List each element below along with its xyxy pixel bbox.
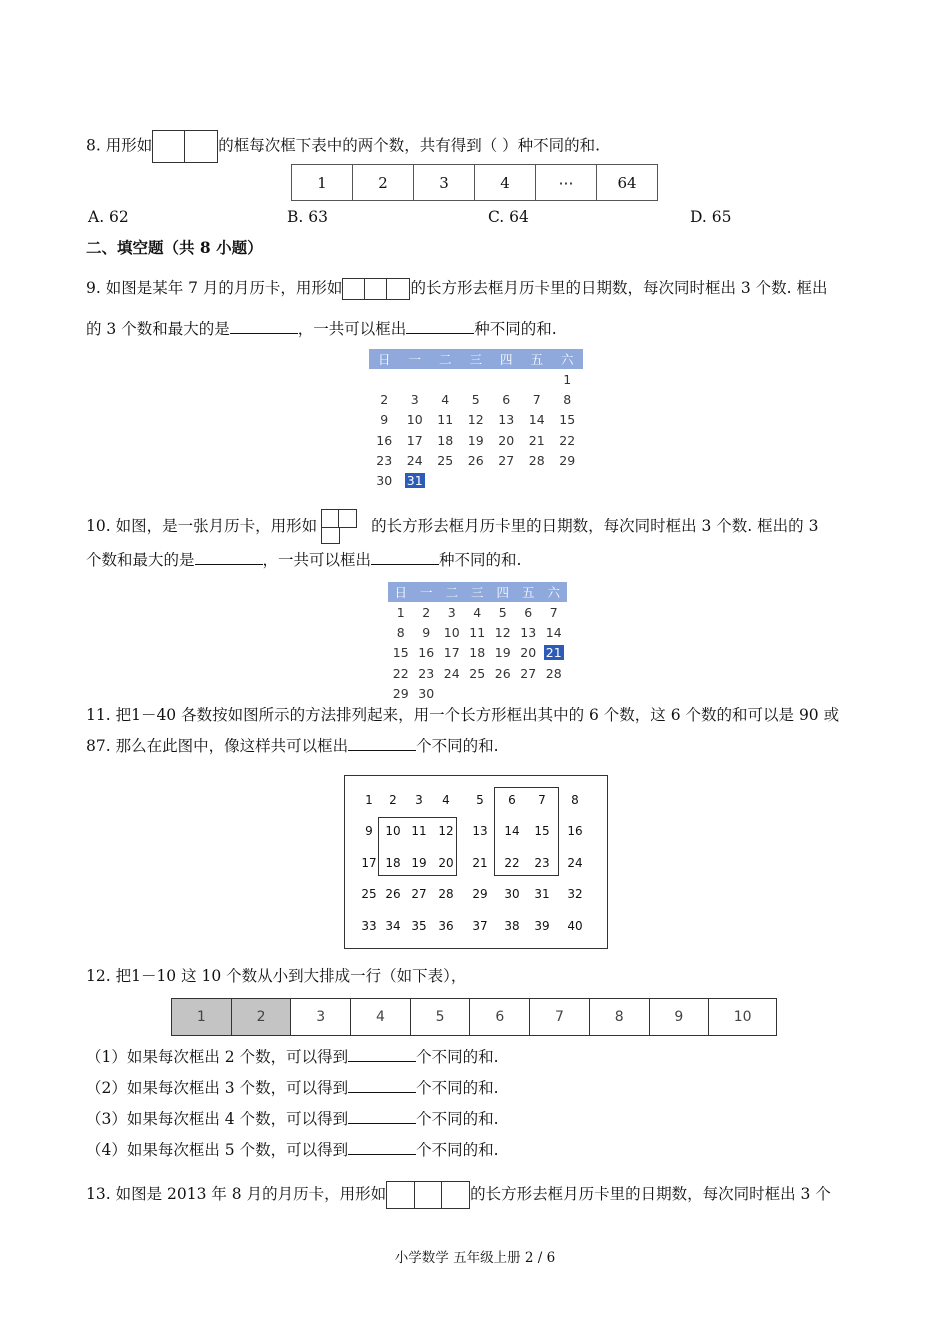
calendar-day: [491, 470, 522, 490]
calendar-header: [369, 349, 583, 369]
q10-text: 个数和最大的是: [86, 551, 195, 569]
q8-suffix: 的框每次框下表中的两个数，共有得到（ ）种不同的和.: [218, 136, 601, 155]
q13-stem: [86, 1181, 831, 1209]
weekday-label: 四: [496, 585, 509, 600]
weekday-label: 一: [419, 585, 433, 600]
calendar-day: [461, 369, 492, 389]
calendar-day: 29: [559, 452, 576, 468]
calendar-week: [388, 643, 567, 663]
calendar-day: 15: [559, 412, 576, 428]
calendar-day: 31: [406, 473, 423, 489]
q9-line2: [86, 319, 557, 339]
table-cell: 3: [291, 999, 351, 1035]
calendar-day: 10: [443, 624, 460, 640]
q12-part-1: [86, 1047, 499, 1067]
q9-stem: [86, 278, 828, 300]
part-text: 个不同的和.: [416, 1079, 499, 1097]
q9-prefix: 9. 如图是某年 7 月的月历卡，用形如: [86, 279, 343, 297]
q8-option-c: C. 64: [488, 208, 529, 226]
calendar-day: 1: [563, 371, 572, 387]
grid-number: 19: [411, 856, 427, 870]
part-text: 个不同的和.: [416, 1110, 499, 1128]
calendar-week: [388, 602, 567, 622]
weekday-label: 六: [560, 352, 574, 367]
q13-suffix: 的长方形去框月历卡里的日期数，每次同时框出 3 个: [470, 1185, 831, 1203]
calendar-day: 28: [545, 665, 562, 681]
calendar-day: 17: [406, 432, 423, 448]
answer-blank[interactable]: [348, 1061, 416, 1062]
calendar-day: 25: [437, 452, 454, 468]
table-cell: 7: [530, 999, 590, 1035]
grid-number: 31: [534, 887, 550, 901]
grid-number: 35: [411, 919, 427, 933]
grid-number: 24: [567, 856, 583, 870]
grid-number: 18: [385, 856, 401, 870]
calendar-day: 9: [422, 624, 431, 640]
calendar-day: 26: [494, 665, 511, 681]
calendar-day: 11: [469, 624, 486, 640]
calendar-day: 19: [467, 432, 484, 448]
q11-number-grid: [344, 775, 608, 949]
calendar-day: 17: [443, 645, 460, 661]
grid-number: 1: [365, 793, 373, 807]
calendar-day: 22: [392, 665, 409, 681]
weekday-label: 四: [499, 352, 513, 367]
grid-number: 13: [472, 824, 488, 838]
grid-number: 7: [538, 793, 546, 807]
calendar-day: 1: [396, 604, 405, 620]
grid-number: 21: [472, 856, 488, 870]
grid-number: 28: [438, 887, 454, 901]
table-cell: 1: [172, 999, 232, 1035]
grid-number: 8: [571, 793, 579, 807]
calendar-day: [522, 470, 553, 490]
q11-line2: [86, 736, 499, 756]
table-cell: 6: [470, 999, 530, 1035]
calendar-day: 16: [376, 432, 393, 448]
grid-number: 11: [411, 824, 427, 838]
table-cell: 64: [617, 173, 637, 192]
calendar-day: [465, 683, 491, 703]
answer-blank[interactable]: [230, 333, 298, 334]
q11-text: 个不同的和.: [416, 737, 499, 755]
calendar-day: 18: [437, 432, 454, 448]
q8-number-table: [291, 164, 658, 201]
grid-number: 12: [438, 824, 454, 838]
calendar-day: 22: [559, 432, 576, 448]
weekday-label: 二: [438, 352, 452, 367]
grid-number: 6: [508, 793, 516, 807]
calendar-week: [369, 470, 583, 490]
calendar-day: 3: [447, 604, 456, 620]
calendar-day: [430, 369, 461, 389]
grid-number: 27: [411, 887, 427, 901]
weekday-label: 五: [521, 585, 535, 600]
table-cell: 4: [475, 165, 536, 200]
table-cell: 1: [292, 165, 353, 200]
weekday-label: 五: [530, 352, 543, 367]
calendar-day: [369, 369, 400, 389]
table-cell: 2: [353, 165, 414, 200]
calendar-day: [430, 470, 461, 490]
calendar-day: 23: [376, 452, 393, 468]
calendar-week: [388, 622, 567, 642]
q8-prefix: 8. 用形如: [86, 136, 153, 155]
grid-number: 4: [442, 793, 450, 807]
q12-part-4: [86, 1140, 499, 1160]
calendar-day: 13: [498, 412, 515, 428]
answer-blank[interactable]: [371, 564, 439, 565]
calendar-day: 12: [494, 624, 511, 640]
calendar-day: [516, 683, 542, 703]
calendar-day: 5: [471, 391, 480, 407]
weekday-label: 六: [547, 585, 560, 600]
calendar-day: 26: [467, 452, 484, 468]
table-cell: 4: [351, 999, 411, 1035]
table-cell: ⋯: [536, 165, 597, 200]
q10-line2: [86, 550, 521, 570]
q8-option-a: A. 62: [88, 208, 129, 226]
part-text: 个不同的和.: [416, 1141, 499, 1159]
q8-option-d: D. 65: [690, 208, 732, 226]
calendar-day: [522, 369, 553, 389]
q9-text: 种不同的和.: [474, 320, 557, 338]
weekday-label: 三: [469, 352, 482, 367]
calendar-day: 8: [396, 624, 405, 640]
q10-suffix: 的长方形去框月历卡里的日期数，每次同时框出 3 个数. 框出的 3: [371, 517, 819, 535]
grid-number: 22: [504, 856, 520, 870]
weekday-label: 二: [445, 585, 458, 600]
q12-part-2: [86, 1078, 499, 1098]
calendar-week: [388, 683, 567, 703]
grid-number: 9: [365, 824, 373, 838]
weekday-label: 日: [394, 585, 407, 600]
part-text: 个不同的和.: [416, 1048, 499, 1066]
part-text: （3）如果每次框出 4 个数，可以得到: [86, 1110, 349, 1128]
l-shape: [319, 509, 357, 545]
calendar-day: 11: [437, 412, 454, 428]
weekday-label: 一: [408, 352, 421, 367]
grid-number: 33: [361, 919, 377, 933]
grid-number: 14: [504, 824, 520, 838]
table-cell: 2: [232, 999, 292, 1035]
calendar-day: [552, 470, 583, 490]
calendar-day: 8: [563, 391, 572, 407]
calendar-day: 6: [502, 391, 511, 407]
calendar-day: 4: [441, 391, 450, 407]
calendar-day: 25: [469, 665, 486, 681]
grid-number: 34: [385, 919, 401, 933]
q11-line1: 11. 把1－40 各数按如图所示的方法排列起来，用一个长方形框出其中的 6 个数，这 6 个数的和可以是 90 或: [86, 706, 840, 724]
calendar-day: [400, 369, 431, 389]
calendar-day: 6: [524, 604, 533, 620]
calendar-day: [461, 470, 492, 490]
answer-blank[interactable]: [348, 1154, 416, 1155]
grid-number: 5: [476, 793, 484, 807]
calendar-day: 28: [528, 452, 545, 468]
calendar-week: [369, 389, 583, 409]
q11-text: 87. 那么在此图中，像这样共可以框出: [86, 737, 349, 755]
calendar-week: [388, 663, 567, 683]
grid-number: 3: [415, 793, 423, 807]
calendar-day: [439, 683, 465, 703]
calendar-day: 7: [549, 604, 558, 620]
calendar-week: [369, 450, 583, 470]
calendar-day: 27: [520, 665, 537, 681]
part-text: （2）如果每次框出 3 个数，可以得到: [86, 1079, 349, 1097]
weekday-label: 日: [377, 352, 391, 367]
q8-option-b: B. 63: [287, 208, 328, 226]
calendar-day: 20: [520, 645, 537, 661]
q9-suffix: 的长方形去框月历卡里的日期数，每次同时框出 3 个数. 框出: [410, 279, 828, 297]
q12-part-3: [86, 1109, 499, 1129]
calendar-day: 12: [467, 412, 484, 428]
calendar-day: 23: [418, 665, 435, 681]
calendar-day: 14: [545, 624, 562, 640]
grid-number: 10: [385, 824, 401, 838]
q12-number-row: [171, 998, 777, 1036]
q10-calendar: [388, 582, 567, 703]
calendar-day: 30: [418, 685, 435, 701]
q9-calendar: [369, 349, 583, 491]
calendar-day: 18: [469, 645, 486, 661]
calendar-week: [369, 430, 583, 450]
answer-blank[interactable]: [348, 1092, 416, 1093]
calendar-day: 19: [494, 645, 511, 661]
q13-prefix: 13. 如图是 2013 年 8 月的月历卡，用形如: [86, 1185, 387, 1203]
calendar-day: 30: [376, 473, 393, 489]
q10-stem: [86, 509, 818, 545]
calendar-day: 14: [528, 412, 545, 428]
grid-number: 37: [472, 919, 488, 933]
calendar-day: 13: [520, 624, 537, 640]
two-box-shape: [152, 130, 218, 163]
grid-number: 40: [567, 919, 583, 933]
grid-number: 39: [534, 919, 550, 933]
three-box-shape: [342, 278, 410, 300]
calendar-day: 20: [498, 432, 515, 448]
calendar-day: 27: [498, 452, 515, 468]
grid-number: 20: [438, 856, 454, 870]
q10-prefix: 10. 如图，是一张月历卡，用形如: [86, 517, 318, 535]
calendar-week: [369, 369, 583, 389]
answer-blank[interactable]: [348, 750, 416, 751]
grid-number: 30: [504, 887, 520, 901]
q8-stem: [86, 130, 600, 163]
grid-number: 25: [361, 887, 377, 901]
calendar-day: 5: [498, 604, 507, 620]
calendar-day: 15: [392, 645, 409, 661]
calendar-day: 7: [532, 391, 541, 407]
calendar-day: [490, 683, 516, 703]
calendar-week: [369, 410, 583, 430]
table-cell: 9: [650, 999, 710, 1035]
q10-text: ，一共可以框出: [262, 551, 372, 569]
grid-number: 15: [534, 824, 550, 838]
answer-blank[interactable]: [406, 333, 474, 334]
table-cell: 10: [733, 1009, 752, 1025]
grid-number: 26: [385, 887, 401, 901]
calendar-day: 4: [473, 604, 482, 620]
calendar-day: 24: [443, 665, 460, 681]
part-text: （4）如果每次框出 5 个数，可以得到: [86, 1141, 349, 1159]
calendar-day: 9: [380, 412, 389, 428]
calendar-day: 21: [545, 645, 562, 661]
q10-text: 种不同的和.: [439, 551, 522, 569]
q9-text: ，一共可以框出: [297, 320, 407, 338]
grid-number: 17: [361, 856, 377, 870]
calendar-day: 2: [380, 391, 389, 407]
answer-blank[interactable]: [348, 1123, 416, 1124]
table-cell: 5: [411, 999, 471, 1035]
calendar-day: 16: [418, 645, 435, 661]
calendar-header: [388, 582, 567, 602]
part-text: （1）如果每次框出 2 个数，可以得到: [86, 1048, 349, 1066]
grid-number: 32: [567, 887, 583, 901]
calendar-day: 29: [392, 685, 409, 701]
q12-line1: 12. 把1－10 这 10 个数从小到大排成一行（如下表），: [86, 967, 467, 985]
calendar-day: [541, 683, 567, 703]
calendar-day: 3: [410, 391, 419, 407]
calendar-day: 10: [406, 412, 423, 428]
table-cell: 8: [590, 999, 650, 1035]
calendar-day: 21: [528, 432, 545, 448]
grid-number: 29: [472, 887, 488, 901]
page-footer: 小学数学 五年级上册 2 / 6: [394, 1250, 556, 1266]
grid-number: 36: [438, 919, 454, 933]
grid-number: 23: [534, 856, 550, 870]
calendar-day: 2: [422, 604, 431, 620]
q9-text: 的 3 个数和最大的是: [86, 320, 230, 338]
section-title: 二、填空题（共 8 小题）: [86, 238, 263, 257]
grid-number: 38: [504, 919, 520, 933]
grid-number: 16: [567, 824, 583, 838]
calendar-day: [491, 369, 522, 389]
table-cell: 3: [414, 165, 475, 200]
weekday-label: 三: [470, 585, 484, 600]
calendar-day: 24: [406, 452, 423, 468]
grid-number: 2: [389, 793, 397, 807]
answer-blank[interactable]: [195, 564, 263, 565]
three-box-shape: [386, 1181, 470, 1209]
